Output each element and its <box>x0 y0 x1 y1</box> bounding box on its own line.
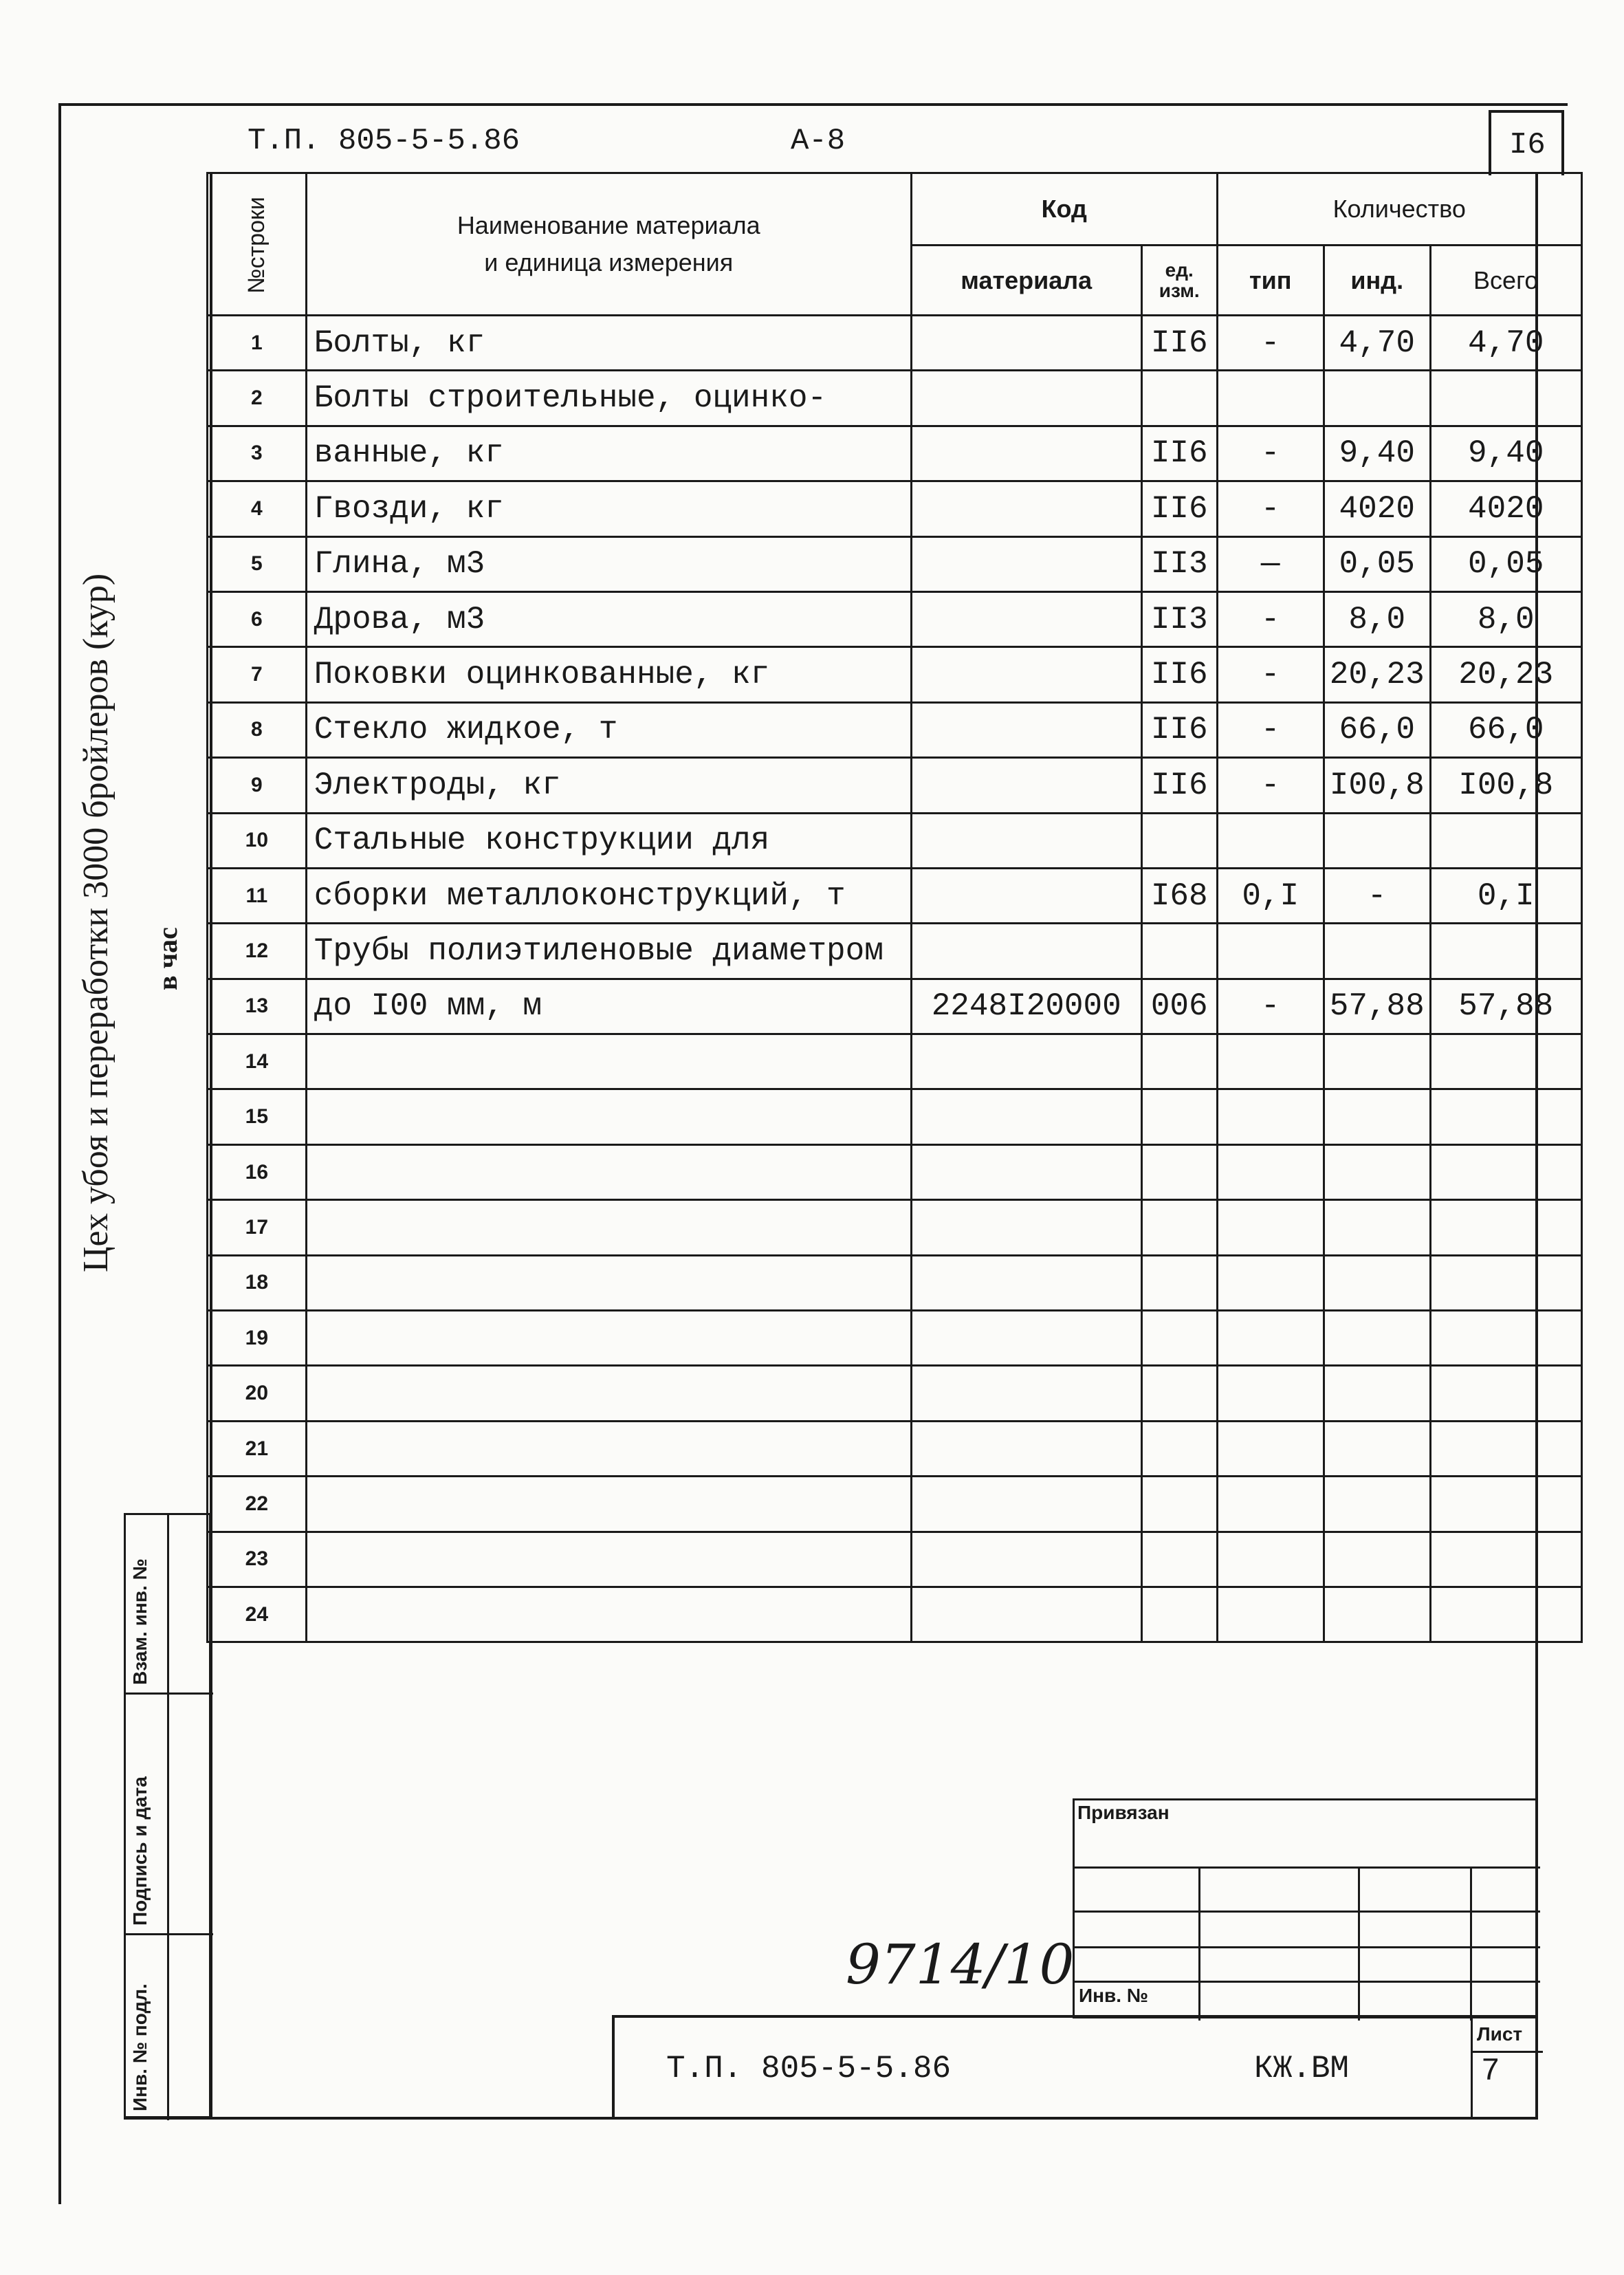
qty-total <box>1430 1034 1581 1089</box>
stamp-doc-code: Т.П. 805-5-5.86 <box>666 2051 952 2087</box>
qty-total <box>1430 1421 1581 1476</box>
side-title: Цех убоя и переработки 3000 бройлеров (кур) <box>76 573 116 1272</box>
material-code <box>911 702 1141 757</box>
material-name <box>306 1311 911 1366</box>
row-number: 8 <box>208 702 307 757</box>
material-name: ванные, кг <box>306 426 911 481</box>
qty-total: 66,0 <box>1430 702 1581 757</box>
qty-total <box>1430 813 1581 868</box>
material-name <box>306 1366 911 1421</box>
table-row <box>208 1255 1582 1310</box>
material-name: Электроды, кг <box>306 758 911 813</box>
table-row <box>208 1089 1582 1144</box>
material-code <box>911 1311 1141 1366</box>
material-code <box>911 1089 1141 1144</box>
qty-type: - <box>1217 481 1324 536</box>
table-row <box>208 316 1582 371</box>
unit-code <box>1141 1089 1217 1144</box>
table-row <box>208 591 1582 646</box>
unit-code <box>1141 371 1217 426</box>
qty-total: 4020 <box>1430 481 1581 536</box>
material-code <box>911 813 1141 868</box>
qty-ind: 20,23 <box>1324 647 1430 702</box>
material-code <box>911 924 1141 979</box>
unit-code <box>1141 1477 1217 1532</box>
table-row <box>208 1144 1582 1199</box>
qty-type <box>1217 1532 1324 1587</box>
main-stamp <box>612 2015 1538 2118</box>
unit-code: II6 <box>1141 316 1217 371</box>
table-row <box>208 813 1582 868</box>
stamp-replaced-inv: Взам. инв. № <box>129 1558 151 1685</box>
qty-total <box>1430 1366 1581 1421</box>
unit-code <box>1141 1255 1217 1310</box>
qty-ind: 9,40 <box>1324 426 1430 481</box>
row-number: 23 <box>208 1532 307 1587</box>
material-code <box>911 591 1141 646</box>
table-row <box>208 924 1582 979</box>
unit-code <box>1141 1421 1217 1476</box>
row-number: 15 <box>208 1089 307 1144</box>
doc-code-header: Т.П. 805-5-5.86 <box>248 124 520 158</box>
material-name: Стальные конструкции для <box>306 813 911 868</box>
qty-type: - <box>1217 702 1324 757</box>
qty-type <box>1217 1311 1324 1366</box>
material-name <box>306 1144 911 1199</box>
qty-type: 0,I <box>1217 868 1324 923</box>
material-code <box>911 1587 1141 1642</box>
row-number: 1 <box>208 316 307 371</box>
qty-total <box>1430 1532 1581 1587</box>
table-row <box>208 536 1582 591</box>
page-number-box <box>1489 110 1564 175</box>
qty-ind <box>1324 1089 1430 1144</box>
stamp-divider-2 <box>126 1933 213 1935</box>
table-row <box>208 1034 1582 1089</box>
qty-ind: - <box>1324 868 1430 923</box>
sheet-label: Лист <box>1477 2023 1523 2045</box>
table-row <box>208 1477 1582 1532</box>
table-row <box>208 1200 1582 1255</box>
qty-total: I00,8 <box>1430 758 1581 813</box>
bound-vline-3 <box>1470 1866 1472 2021</box>
qty-total <box>1430 1144 1581 1199</box>
qty-type <box>1217 1366 1324 1421</box>
row-number: 12 <box>208 924 307 979</box>
qty-total <box>1430 924 1581 979</box>
qty-type <box>1217 1144 1324 1199</box>
material-code <box>911 1144 1141 1199</box>
qty-total: 4,70 <box>1430 316 1581 371</box>
unit-code: II6 <box>1141 647 1217 702</box>
material-code <box>911 1255 1141 1310</box>
qty-type: - <box>1217 316 1324 371</box>
material-code <box>911 1200 1141 1255</box>
row-number: 20 <box>208 1366 307 1421</box>
table-body <box>208 316 1582 1642</box>
qty-type <box>1217 813 1324 868</box>
unit-code: II6 <box>1141 481 1217 536</box>
unit-code <box>1141 813 1217 868</box>
qty-ind <box>1324 371 1430 426</box>
material-code <box>911 536 1141 591</box>
qty-type <box>1217 1089 1324 1144</box>
material-code <box>911 1532 1141 1587</box>
qty-ind: 66,0 <box>1324 702 1430 757</box>
unit-code: II6 <box>1141 426 1217 481</box>
unit-code: II6 <box>1141 702 1217 757</box>
frame-top-line <box>58 103 1568 106</box>
material-name: Глина, м3 <box>306 536 911 591</box>
material-name: сборки металлоконструкций, т <box>306 868 911 923</box>
material-name: Поковки оцинкованные, кг <box>306 647 911 702</box>
table-row <box>208 758 1582 813</box>
row-number: 2 <box>208 371 307 426</box>
inv-label: Инв. № <box>1079 1985 1149 2006</box>
row-number: 16 <box>208 1144 307 1199</box>
qty-type <box>1217 371 1324 426</box>
qty-total: 8,0 <box>1430 591 1581 646</box>
table-row <box>208 1366 1582 1421</box>
row-number: 11 <box>208 868 307 923</box>
stamp-divider-vert <box>167 1515 169 2120</box>
unit-code <box>1141 1587 1217 1642</box>
qty-total <box>1430 1477 1581 1532</box>
unit-code <box>1141 1200 1217 1255</box>
unit-code: 006 <box>1141 979 1217 1034</box>
material-name: Болты, кг <box>306 316 911 371</box>
qty-ind <box>1324 1034 1430 1089</box>
material-code <box>911 1477 1141 1532</box>
qty-ind <box>1324 1477 1430 1532</box>
material-code <box>911 647 1141 702</box>
qty-total: 0,05 <box>1430 536 1581 591</box>
bound-vline-2 <box>1358 1866 1360 2021</box>
header-code: Код <box>911 173 1217 246</box>
qty-ind <box>1324 1421 1430 1476</box>
material-name <box>306 1034 911 1089</box>
material-code <box>911 371 1141 426</box>
unit-code: II3 <box>1141 591 1217 646</box>
header-name: Наименование материала и единица измерения <box>306 173 911 316</box>
qty-total <box>1430 1200 1581 1255</box>
qty-ind: 4020 <box>1324 481 1430 536</box>
unit-code <box>1141 1366 1217 1421</box>
album-label: А-8 <box>791 124 846 158</box>
header-material: материала <box>911 246 1141 316</box>
qty-total: 0,I <box>1430 868 1581 923</box>
row-number: 7 <box>208 647 307 702</box>
table-row <box>208 1311 1582 1366</box>
material-name <box>306 1255 911 1310</box>
qty-type <box>1217 1200 1324 1255</box>
qty-type <box>1217 1587 1324 1642</box>
table-row <box>208 868 1582 923</box>
material-code <box>911 758 1141 813</box>
qty-type: - <box>1217 647 1324 702</box>
material-name: Дрова, м3 <box>306 591 911 646</box>
row-number: 17 <box>208 1200 307 1255</box>
unit-code <box>1141 924 1217 979</box>
frame-left-line <box>58 103 61 2204</box>
row-number: 19 <box>208 1311 307 1366</box>
qty-ind: I00,8 <box>1324 758 1430 813</box>
unit-code <box>1141 1532 1217 1587</box>
material-code <box>911 868 1141 923</box>
qty-ind <box>1324 924 1430 979</box>
row-number: 14 <box>208 1034 307 1089</box>
material-name <box>306 1421 911 1476</box>
material-code <box>911 1366 1141 1421</box>
stamp-inv-original: Инв. № подл. <box>129 1983 151 2111</box>
header-quantity: Количество <box>1217 173 1581 246</box>
qty-ind: 4,70 <box>1324 316 1430 371</box>
stamp-mark: КЖ.ВМ <box>1254 2051 1350 2087</box>
table-row <box>208 1421 1582 1476</box>
page-number: I6 <box>1509 128 1546 162</box>
stamp-signature-date: Подпись и дата <box>129 1776 151 1926</box>
stamp-divider-1 <box>126 1692 213 1695</box>
material-name <box>306 1587 911 1642</box>
qty-type <box>1217 1477 1324 1532</box>
qty-type <box>1217 1421 1324 1476</box>
header-ind: инд. <box>1324 246 1430 316</box>
row-number: 18 <box>208 1255 307 1310</box>
unit-code: II3 <box>1141 536 1217 591</box>
row-number: 21 <box>208 1421 307 1476</box>
material-name: Трубы полиэтиленовые диаметром <box>306 924 911 979</box>
qty-ind <box>1324 1311 1430 1366</box>
qty-ind <box>1324 813 1430 868</box>
table-row <box>208 481 1582 536</box>
qty-type <box>1217 924 1324 979</box>
qty-ind <box>1324 1144 1430 1199</box>
qty-ind <box>1324 1200 1430 1255</box>
materials-table <box>206 172 1583 1643</box>
material-code <box>911 426 1141 481</box>
row-number: 24 <box>208 1587 307 1642</box>
material-code <box>911 1421 1141 1476</box>
table-row <box>208 371 1582 426</box>
material-code <box>911 481 1141 536</box>
qty-type: - <box>1217 426 1324 481</box>
material-name: до I00 мм, м <box>306 979 911 1034</box>
header-row-no: №строки <box>208 173 307 316</box>
qty-type: - <box>1217 979 1324 1034</box>
qty-ind <box>1324 1587 1430 1642</box>
row-number: 10 <box>208 813 307 868</box>
qty-ind: 8,0 <box>1324 591 1430 646</box>
qty-ind <box>1324 1366 1430 1421</box>
bound-label: Привязан <box>1077 1802 1170 1823</box>
table-row <box>208 1587 1582 1642</box>
table-row <box>208 426 1582 481</box>
row-number: 4 <box>208 481 307 536</box>
table-row <box>208 979 1582 1034</box>
material-name <box>306 1477 911 1532</box>
material-name: Стекло жидкое, т <box>306 702 911 757</box>
qty-total <box>1430 1255 1581 1310</box>
qty-ind: 0,05 <box>1324 536 1430 591</box>
qty-type: - <box>1217 591 1324 646</box>
row-number: 13 <box>208 979 307 1034</box>
unit-code <box>1141 1034 1217 1089</box>
qty-type <box>1217 1255 1324 1310</box>
header-unit: ед. изм. <box>1141 246 1217 316</box>
unit-code <box>1141 1311 1217 1366</box>
qty-ind: 57,88 <box>1324 979 1430 1034</box>
row-number: 3 <box>208 426 307 481</box>
header-type: тип <box>1217 246 1324 316</box>
qty-total <box>1430 371 1581 426</box>
material-code <box>911 1034 1141 1089</box>
qty-ind <box>1324 1255 1430 1310</box>
handwritten-number: 9714/10 <box>846 1933 1075 1996</box>
qty-type <box>1217 1034 1324 1089</box>
unit-code <box>1141 1144 1217 1199</box>
qty-total <box>1430 1587 1581 1642</box>
table-row <box>208 1532 1582 1587</box>
unit-code: II6 <box>1141 758 1217 813</box>
row-number: 22 <box>208 1477 307 1532</box>
material-name <box>306 1200 911 1255</box>
side-subtitle: в час <box>152 927 183 990</box>
qty-total: 20,23 <box>1430 647 1581 702</box>
sheet-number: 7 <box>1481 2054 1500 2089</box>
row-number: 5 <box>208 536 307 591</box>
qty-total <box>1430 1311 1581 1366</box>
qty-ind <box>1324 1532 1430 1587</box>
bound-vline-1 <box>1198 1866 1200 2021</box>
bound-block <box>1073 1798 1538 2018</box>
sheet-divider <box>1473 2051 1543 2053</box>
qty-total: 57,88 <box>1430 979 1581 1034</box>
qty-type: — <box>1217 536 1324 591</box>
row-number: 6 <box>208 591 307 646</box>
material-name <box>306 1532 911 1587</box>
table-row <box>208 647 1582 702</box>
unit-code: I68 <box>1141 868 1217 923</box>
row-number: 9 <box>208 758 307 813</box>
qty-total <box>1430 1089 1581 1144</box>
material-code <box>911 316 1141 371</box>
material-code: 2248I20000 <box>911 979 1141 1034</box>
qty-type: - <box>1217 758 1324 813</box>
sheet-box <box>1471 2018 1543 2118</box>
material-name <box>306 1089 911 1144</box>
material-name: Болты строительные, оцинко- <box>306 371 911 426</box>
material-name: Гвозди, кг <box>306 481 911 536</box>
header-total: Всего <box>1430 246 1581 316</box>
table-row <box>208 702 1582 757</box>
qty-total: 9,40 <box>1430 426 1581 481</box>
